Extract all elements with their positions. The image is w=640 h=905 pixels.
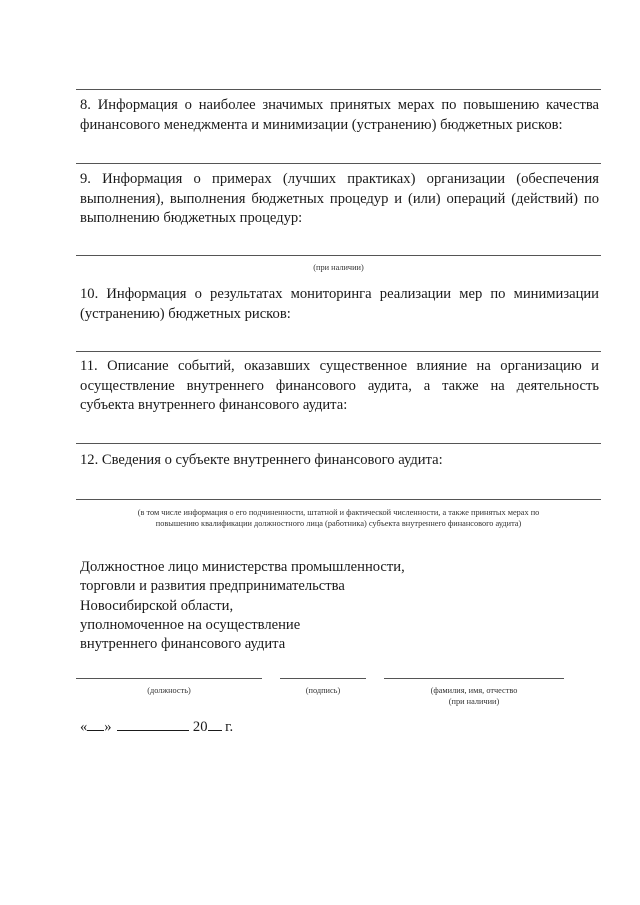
official-title-line-1: Должностное лицо министерства промышленности, — [80, 559, 405, 575]
date-open-quote: « — [80, 719, 88, 735]
month-blank — [117, 717, 189, 731]
section-11-text: 11. Описание событий, оказавших существенное влияние на организацию и осуществление внутреннего финансового аудита, а также на деятельность субъекта внутреннего финансового аудита: — [80, 358, 599, 413]
rule-top — [76, 89, 601, 90]
section-12-note-line-2: повышению квалификации должностного лица (работника) субъекта внутреннего финансового аудита) — [155, 519, 522, 528]
day-blank — [87, 717, 104, 731]
rule-section-12 — [76, 499, 601, 500]
official-title-line-5: внутреннего финансового аудита — [80, 636, 286, 653]
official-title-line-2: торговли и развития предпринимательства — [80, 578, 345, 595]
date-close-quote: » — [104, 719, 112, 735]
official-title-line-4: уполномоченное на осуществление — [80, 616, 301, 633]
signature-caption: (подпись) — [305, 686, 341, 695]
official-title-line-3: Новосибирской области, — [80, 597, 234, 614]
section-9-note: (при наличии) — [313, 263, 364, 272]
rule-section-8 — [76, 163, 601, 164]
section-10-text: 10. Информация о результатах мониторинга реализации мер по минимизации (устранению) бюджетных рисков: — [80, 286, 599, 322]
year-suffix: г. — [225, 719, 234, 735]
signature-line — [280, 678, 366, 679]
year-blank — [208, 717, 222, 731]
year-prefix: 20 — [192, 719, 208, 735]
rule-section-10 — [76, 351, 601, 352]
section-8-text: 8. Информация о наиболее значимых принятых мерах по повышению качества финансового менеджмента и минимизации (устранению) бюджетных рисков: — [80, 97, 599, 133]
full-name-caption-line-2: (при наличии) — [448, 697, 500, 706]
section-9-text: 9. Информация о примерах (лучших практиках) организации (обеспечения выполнения), выполнения бюджетных процедур и (или) операций (действий) по выполнению бюджетных процедур: — [80, 171, 599, 226]
position-line — [76, 678, 262, 679]
date-line — [80, 717, 233, 737]
section-12-text: 12. Сведения о субъекте внутреннего финансового аудита: — [80, 452, 443, 468]
official-title — [80, 558, 480, 654]
position-caption: (должность) — [147, 686, 191, 695]
full-name-line — [384, 678, 564, 679]
full-name-caption — [384, 685, 564, 707]
rule-section-11 — [76, 443, 601, 444]
section-12-note-line-1: (в том числе информация о его подчиненности, штатной и фактической численности, а также принятых мерах по — [137, 508, 540, 517]
rule-section-9 — [76, 255, 601, 256]
full-name-caption-line-1: (фамилия, имя, отчество — [430, 686, 518, 695]
